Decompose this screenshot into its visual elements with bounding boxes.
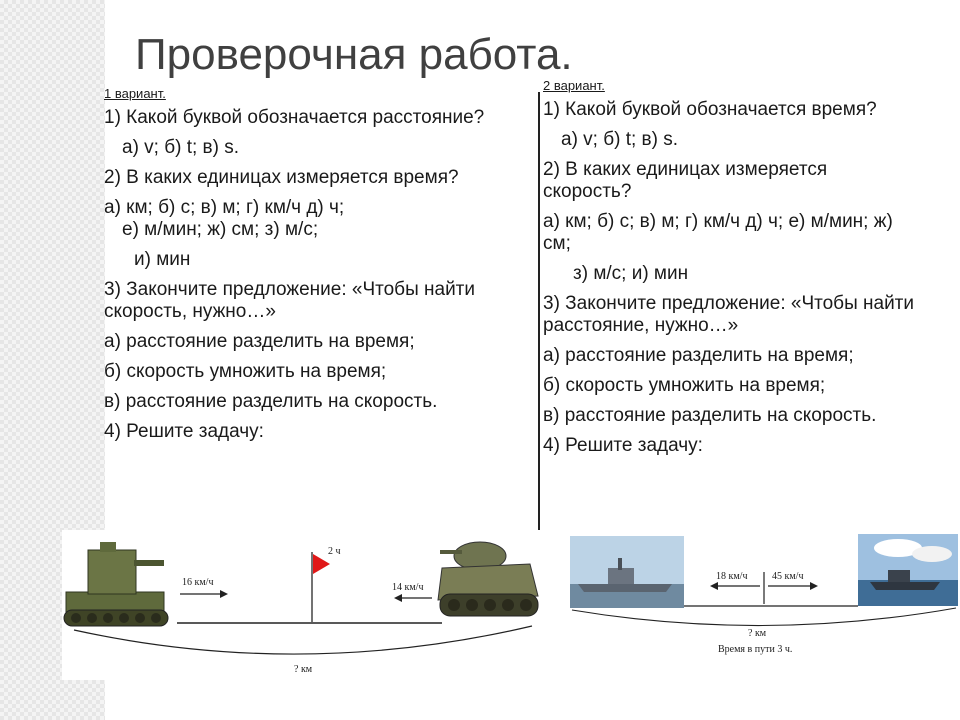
v2-distance-label: ? км	[748, 628, 767, 639]
v2-left-speed-label: 18 км/ч	[716, 571, 748, 582]
v1-question-2-options-line3: и) мин	[134, 249, 191, 270]
v2-question-2-options-line2: з) м/с; и) мин	[573, 263, 689, 284]
v1-question-3-a: а) расстояние разделить на время;	[104, 331, 415, 352]
v2-question-3: 3) Закончите предложение: «Чтобы найти расстояние, нужно…»	[543, 293, 914, 336]
v2-question-3-b: б) скорость умножить на время;	[543, 375, 826, 396]
v1-time-label: 2 ч	[328, 546, 341, 557]
variant-2-label: 2 вариант.	[543, 78, 605, 93]
v1-question-2-options-line1: а) км; б) с; в) м; г) км/ч д) ч;	[104, 197, 345, 218]
v1-question-2: 2) В каких единицах измеряется время?	[104, 167, 459, 188]
v1-right-speed-label: 14 км/ч	[392, 582, 424, 593]
left-ship-image	[570, 536, 684, 608]
v2-time-note: Время в пути 3 ч.	[718, 644, 793, 655]
v2-question-2-options-line1: а) км; б) с; в) м; г) км/ч д) ч; е) м/мин; ж) см;	[543, 211, 893, 254]
v2-problem-figure	[568, 532, 960, 660]
v1-question-1-options: а) v; б) t; в) s.	[122, 137, 240, 158]
right-ship-image	[858, 534, 958, 606]
v2-question-1: 1) Какой буквой обозначается время?	[543, 99, 877, 120]
v2-question-4: 4) Решите задачу:	[543, 435, 703, 456]
v2-question-3-a: а) расстояние разделить на время;	[543, 345, 854, 366]
v2-question-1-options: а) v; б) t; в) s.	[561, 129, 679, 150]
v1-question-3: 3) Закончите предложение: «Чтобы найти скорость, нужно…»	[104, 279, 475, 322]
v1-question-3-c: в) расстояние разделить на скорость.	[104, 391, 438, 412]
variant-1-label: 1 вариант.	[104, 86, 166, 101]
v1-question-3-b: б) скорость умножить на время;	[104, 361, 387, 382]
v1-question-4: 4) Решите задачу:	[104, 421, 264, 442]
v1-question-2-options-line2: е) м/мин; ж) см; з) м/с;	[122, 219, 319, 240]
variant-2-column	[543, 78, 918, 465]
v2-question-3-c: в) расстояние разделить на скорость.	[543, 405, 877, 426]
variant-1-column	[104, 86, 534, 451]
v1-question-1: 1) Какой буквой обозначается расстояние?	[104, 107, 485, 128]
v1-problem-figure	[62, 530, 542, 680]
v2-question-2: 2) В каких единицах измеряется скорость?	[543, 159, 828, 202]
v1-distance-label: ? км	[294, 664, 313, 675]
v1-left-speed-label: 16 км/ч	[182, 577, 214, 588]
page-title: Проверочная работа.	[135, 30, 573, 79]
v2-right-speed-label: 45 км/ч	[772, 571, 804, 582]
